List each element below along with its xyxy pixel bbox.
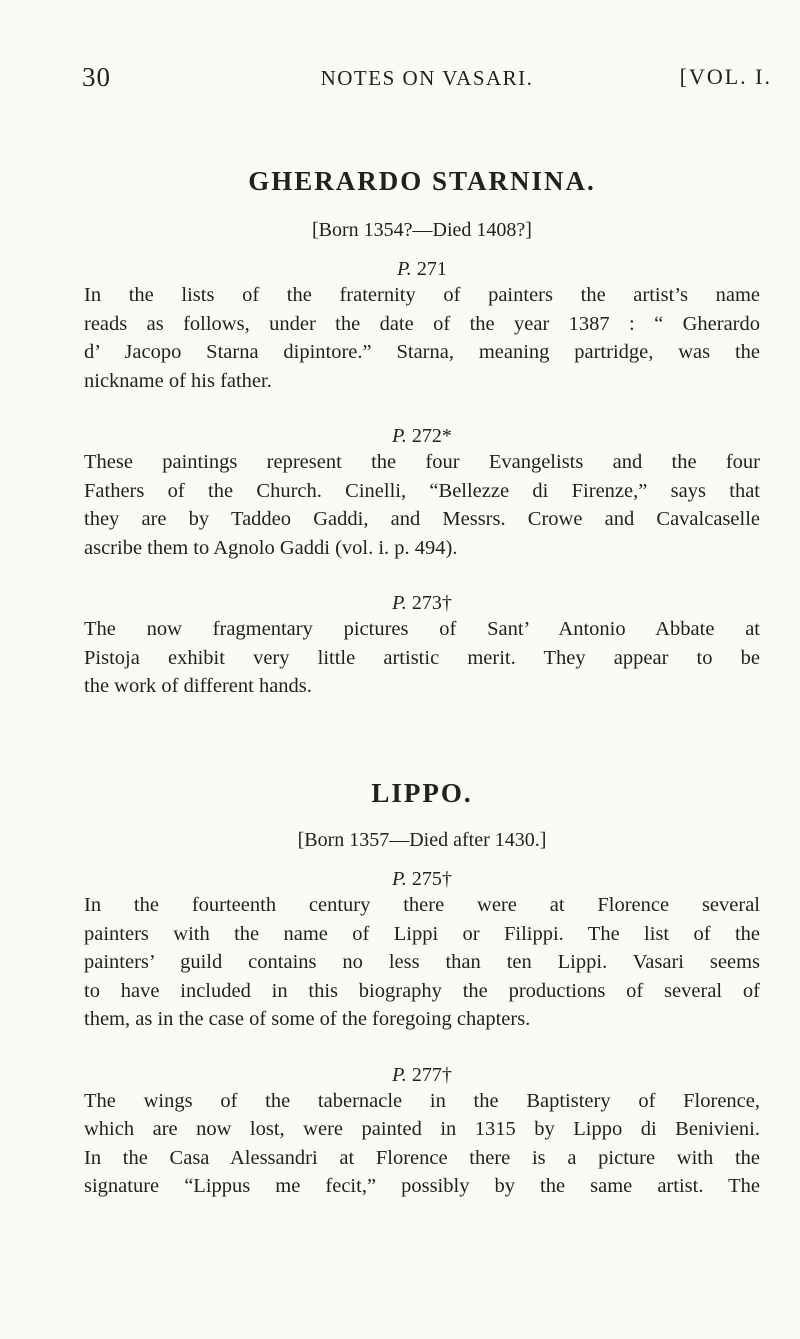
running-head: [82, 62, 772, 102]
note-paragraph: The now fragmentary pictures of Sant’ Antonio Abbate at Pistoja exhibit very little artistic merit. They appear to be the work of different hands.: [84, 618, 760, 697]
note-paragraph: In the fourteenth century there were at Florence several painters with the name of Lippi or Filippi. The list of the painters’ guild contains no less than ten Lippi. Vasari seems to have included in this biography the productions of several of them, as in the case of some of the foregoing chapters.: [84, 894, 760, 1030]
section-starnina: [84, 166, 760, 701]
page-reference: P. 277†: [392, 1063, 452, 1086]
running-title: NOTES ON VASARI.: [320, 66, 534, 90]
note-paragraph: These paintings represent the four Evangelists and the four Fathers of the Church. Cinelli, “Bellezze di Firenze,” says that they are by Taddeo Gaddi, and Messrs. Crowe and Cavalcaselle ascribe them to Agnolo Gaddi (vol. i. p. 494).: [84, 451, 760, 559]
page-reference: P. 273†: [392, 592, 452, 614]
section-dates: [Born 1354?—Died 1408?]: [312, 219, 532, 241]
page-number: 30: [82, 62, 111, 92]
section-title: LIPPO.: [371, 778, 473, 808]
note-paragraph: The wings of the tabernacle in the Baptistery of Florence, which are now lost, were painted in 1315 by Lippo di Benivieni. In the Casa Alessandri at Florence there is a picture with the signature “Lippus me fecit,” possibly by the same artist. The: [84, 1089, 760, 1197]
note-paragraph: In the lists of the fraternity of painters the artist’s name reads as follows, under the date of the year 1387 : “ Gherardo d’ Jacopo Starna dipintore.” Starna, meaning partridge, was the nickname of his father.: [84, 284, 760, 392]
section-title: GHERARDO STARNINA.: [248, 166, 596, 196]
section-lippo: [84, 778, 760, 1201]
page-reference: P. 272*: [392, 425, 452, 447]
page-reference: P. 275†: [392, 868, 452, 890]
volume-label: [VOL. I.: [679, 64, 772, 89]
section-dates: [Born 1357—Died after 1430.]: [297, 829, 547, 851]
page-reference: P. 271: [397, 258, 447, 280]
